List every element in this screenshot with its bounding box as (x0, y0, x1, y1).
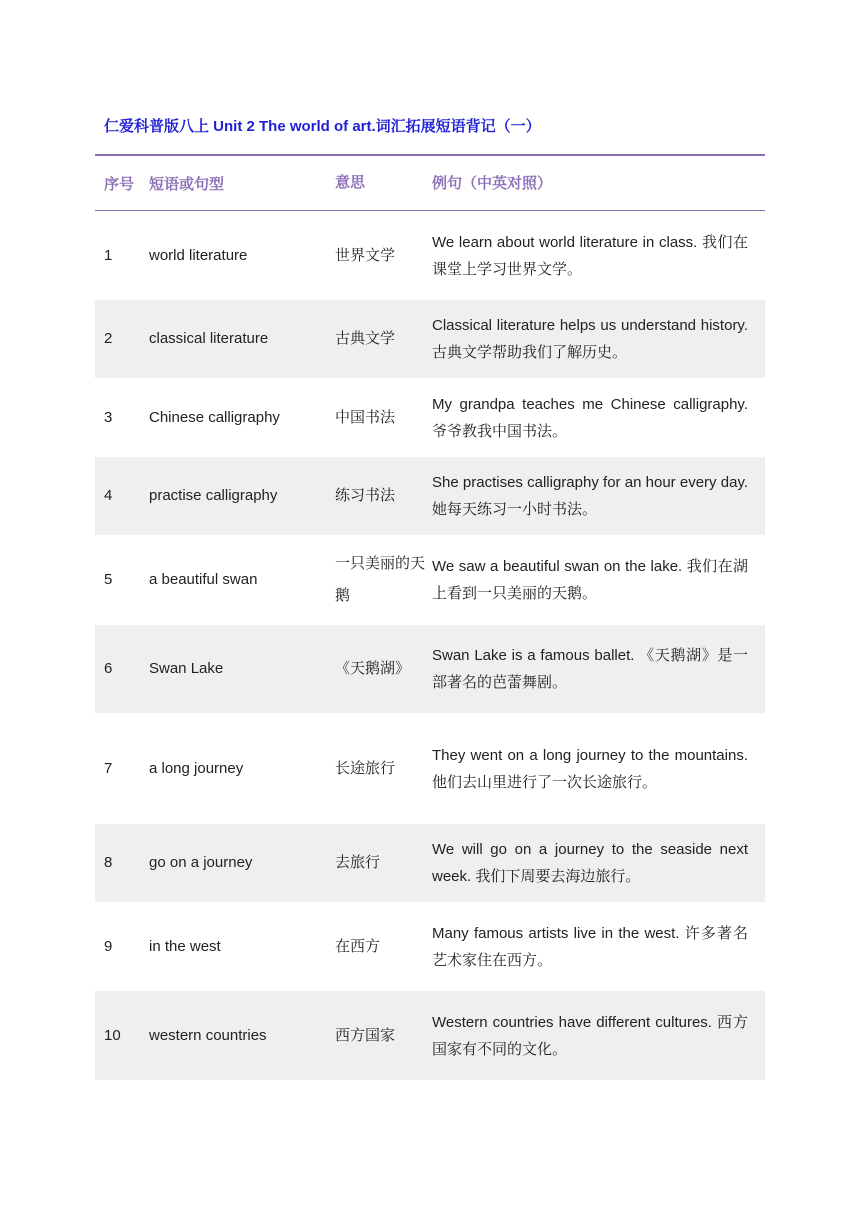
table-row (95, 378, 765, 457)
row-example: Swan Lake is a famous ballet. 《天鹅湖》是一部著名的芭蕾舞剧。 (432, 647, 748, 691)
row-phrase: a beautiful swan (149, 571, 258, 588)
table-row (95, 625, 765, 713)
row-example: Many famous artists live in the west. 许多著名艺术家住在西方。 (432, 924, 748, 969)
table-header (95, 154, 765, 211)
row-meaning: 长途旅行 (335, 759, 396, 777)
row-meaning: 《天鹅湖》 (335, 660, 411, 677)
phrase-table (95, 154, 765, 1080)
row-number: 7 (104, 759, 113, 777)
row-example: They went on a long journey to the mountains. 他们去山里进行了一次长途旅行。 (432, 746, 748, 791)
row-meaning: 西方国家 (335, 1026, 396, 1044)
table-row (95, 824, 765, 902)
row-example: My grandpa teaches me Chinese calligraphy. 爷爷教我中国书法。 (432, 395, 748, 440)
row-phrase: Chinese calligraphy (149, 408, 280, 426)
header-number: 序号 (104, 175, 135, 193)
row-number: 10 (104, 1026, 121, 1044)
document-title: 仁爱科普版八上 Unit 2 The world of art.词汇拓展短语背记（一） (104, 118, 541, 135)
row-phrase: practise calligraphy (149, 487, 278, 504)
row-example: We saw a beautiful swan on the lake. 我们在湖上看到一只美丽的天鹅。 (432, 558, 748, 602)
row-example: We will go on a journey to the seaside next week. 我们下周要去海边旅行。 (432, 841, 748, 885)
row-example: Western countries have different cultures. 西方国家有不同的文化。 (432, 1013, 748, 1058)
row-number: 4 (104, 487, 113, 504)
row-example: Classical literature helps us understand history. 古典文学帮助我们了解历史。 (432, 317, 748, 361)
row-meaning: 世界文学 (335, 246, 396, 264)
row-number: 3 (104, 408, 113, 426)
row-phrase: western countries (149, 1026, 267, 1044)
row-phrase: Swan Lake (149, 660, 224, 677)
row-meaning: 一只美丽的天鹅 (335, 555, 426, 604)
row-phrase: go on a journey (149, 854, 253, 871)
table-row (95, 902, 765, 991)
table-row (95, 535, 765, 625)
row-number: 5 (104, 571, 113, 588)
row-number: 6 (104, 660, 113, 677)
row-number: 8 (104, 854, 113, 871)
table-row (95, 457, 765, 535)
header-meaning: 意思 (335, 174, 366, 191)
row-meaning: 古典文学 (335, 330, 396, 347)
header-phrase: 短语或句型 (149, 175, 225, 193)
row-example: We learn about world literature in class. 我们在课堂上学习世界文学。 (432, 233, 748, 278)
table-row (95, 211, 765, 300)
row-phrase: in the west (149, 937, 221, 955)
table-row (95, 713, 765, 824)
row-number: 1 (104, 246, 113, 264)
row-phrase: a long journey (149, 759, 244, 777)
row-phrase: classical literature (149, 330, 269, 347)
row-meaning: 去旅行 (335, 854, 381, 871)
table-row (95, 991, 765, 1080)
header-example: 例句（中英对照） (432, 174, 553, 192)
row-example: She practises calligraphy for an hour every day. 她每天练习一小时书法。 (432, 474, 748, 518)
row-phrase: world literature (149, 246, 248, 264)
row-number: 2 (104, 330, 113, 347)
row-number: 9 (104, 937, 113, 955)
table-row (95, 300, 765, 378)
row-meaning: 中国书法 (335, 408, 396, 426)
row-meaning: 练习书法 (335, 487, 396, 504)
row-meaning: 在西方 (335, 937, 381, 955)
